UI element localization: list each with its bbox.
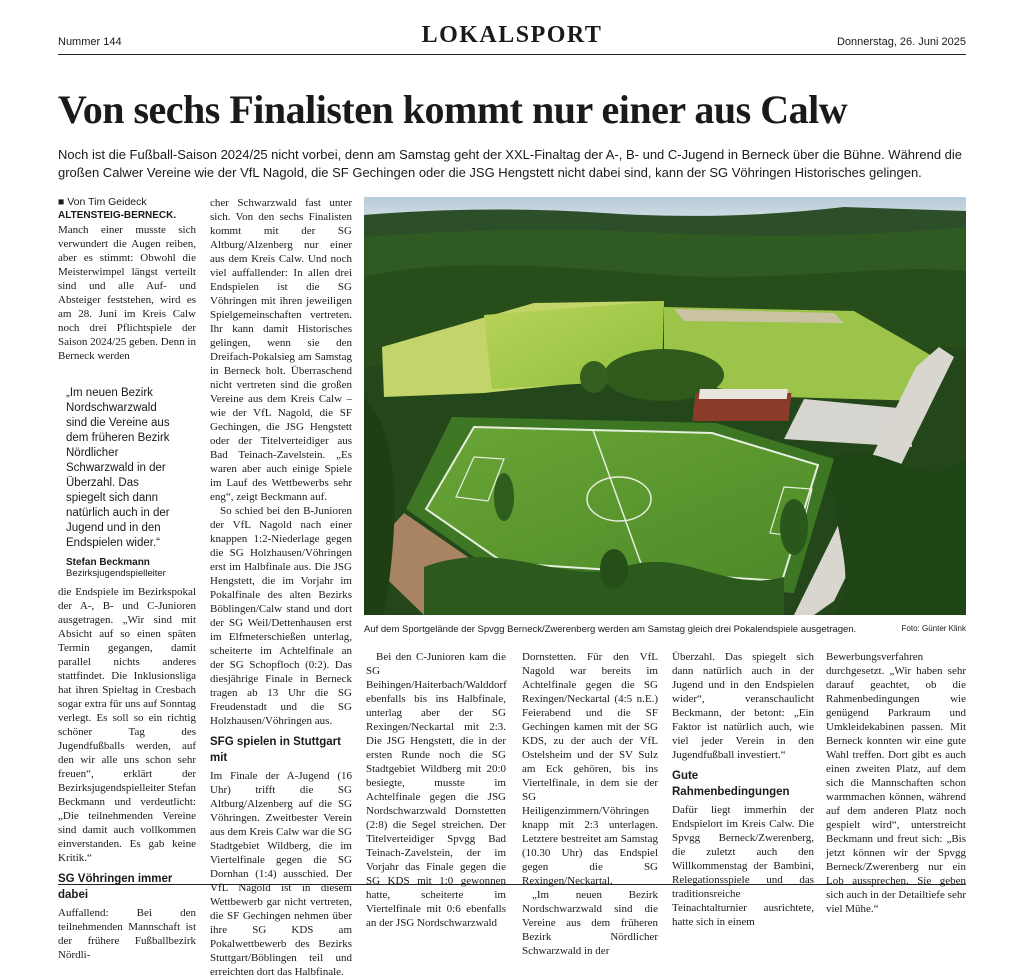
column-4-paragraph-2: „Im neuen Bezirk Nordschwarzwald sind die Vereine aus dem früheren Bezirk Nördlicher Schwarzwald in der bbox=[522, 889, 658, 957]
subheading-stuttgart: SFG spielen in Stuttgart mit bbox=[210, 736, 341, 764]
issue-date: Donnerstag, 26. Juni 2025 bbox=[836, 36, 966, 48]
column-2-paragraph-3: Im Finale der A-Jugend (16 Uhr) trifft die SG Altburg/Alzenberg auf die SG Vöhringen. Zweitbester Verein aus dem Kreis Calw war die SG Stadtgebiet Wildberg, die im Viertelfinale gegen die SG Dornhan (1:4) ausschied. Der VfL Nagold ist in diesem Wettbewerb gar nicht vertreten, die SF Gechingen nehmen über ihre SG KDS am Pokalwettbewerb des Bezirks Stuttgart/Böblingen teil und erreichten dort das Halbfinale. bbox=[210, 770, 352, 978]
column-1-text: Manch einer musste sich verwundert die Augen reiben, aber es stimmt: Obwohl die Meisterwimpel längst verteilt sind und alle Auf- und Absteiger feststehen, wird es am 28. Juni im Kreis Calw noch drei Pflichtspiele der Saison 2024/25 geben. Denn in Berneck werden bbox=[58, 224, 196, 362]
column-1-bottom bbox=[58, 585, 196, 961]
pull-quote-role: Bezirksjugendspielleiter bbox=[66, 568, 166, 579]
column-5-paragraph-1: Überzahl. Das spiegelt sich dann natürlich auch in der Jugend und in den Endspielen wider“, veranschaulicht Beckmann, der betont: „Ein Faktor ist natürlich auch, wie viel jeder Verein in den Jugendfußball investiert.“ bbox=[672, 651, 814, 761]
column-6 bbox=[826, 650, 966, 915]
issue-number: Nummer 144 bbox=[58, 36, 122, 48]
pull-quote bbox=[66, 386, 178, 579]
column-2-paragraph-2: So schied bei den B-Junioren der VfL Nagold nach einer knappen 1:2-Niederlage gegen die SG Holzhausen/Vöhringen erst im Halbfinale aus. Die JSG Hengstett, die im Vorjahr im Pokalfinale des alten Bezirks Böblingen/Calw stand und dort der SG Weil/Dettenhausen erst im Elfmeterschießen unterlag, scheiterte im Achtelfinale an der SG Schopfloch (0:2). Das diesjährige Finale in Berneck tragen ab 13 Uhr die SG Freudenstadt und die SG Holzhausen/Vöhringen aus. bbox=[210, 505, 352, 727]
column-3-paragraph: Bei den C-Junioren kam die SG Beihingen/Haiterbach/Walddorf ebenfalls bis ins Halbfinale, unterlag aber der SG Rexingen/Neckartal mit 2:3. Die JSG Hengstett, die in der ersten Runde noch die SG Stadtgebiet Wildberg mit 20:0 besiegte, musste im Achtelfinale gegen die JSG Nordschwarzwald Dornstetten (2:8) die Segel streichen. Der Titelverteidiger Spvgg Bad Teinach-Zavelstein, der im Vorjahr das Finale gegen die SG KDS mit 1:0 gewonnen hatte, scheiterte im Viertelfinale mit 0:6 ebenfalls an der JSG Nordschwarzwald bbox=[366, 651, 507, 929]
column-1-top bbox=[58, 196, 196, 380]
subheading-vöhringen: SG Vöhringen immer dabei bbox=[58, 873, 173, 901]
column-4 bbox=[522, 650, 658, 957]
column-4-paragraph-1: Dornstetten. Für den VfL Nagold war bereits im Achtelfinale gegen die SG Rexingen/Neckartal (4:5 n.E.) Feierabend und die SF Gechingen kamen mit der SG KDS, zu der auch der VfL Ostelsheim und der SV Sulz am Eck gehören, bis ins Viertelfinale, in dem sie der SG Heiligenzimmern/Vöhringen knapp mit 2:3 unterlagen. Letztere bestreitet am Samstag (10.30 Uhr) das Endspiel gegen die SG Rexingen/Neckartal. bbox=[522, 651, 658, 887]
column-1-paragraph: die Endspiele im Bezirkspokal der A-, B- und C-Junioren ausgetragen. „Wir sind mit Absicht auf so einen späten Termin gegangen, damit parallel nichts anderes stattfindet. Die Inklusionsliga hat ihren Spieltag in Cresbach sogar extra für uns auf Sonntag verlegt. Es soll so ein richtig schöner Tag des Jugendfußballs werden, auf den wir alle uns schon sehr freuen“, erklärt der Bezirksjugendspielleiter Stefan Beckmann und verdeutlicht: „Die teilnehmenden Vereine sind damit auch vollkommen einverstanden. Es gab keine Kritik.“ bbox=[58, 586, 196, 864]
column-5-paragraph-2: Dafür liegt immerhin der Endspielort im Kreis Calw. Die Spvgg Berneck/Zwerenberg, die zuletzt auch den Willkommenstag der Bambini, Relegationsspiele und das traditionsreiche Teinachtalturnier ausrichtete, hatte sich in einem bbox=[672, 804, 814, 928]
pull-quote-author: Stefan Beckmann bbox=[66, 557, 150, 568]
column-1-end: Auffallend: Bei den teilnehmenden Mannschaft ist der frühere Fußballbezirk Nördli- bbox=[58, 907, 196, 961]
column-2 bbox=[210, 196, 352, 978]
byline: ■ Von Tim Geideck bbox=[58, 196, 147, 208]
column-5 bbox=[672, 650, 814, 928]
caption-text: Auf dem Sportgelände der Spvgg Berneck/Zwerenberg werden am Samstag gleich drei Pokalendspiele ausgetragen. bbox=[364, 624, 857, 635]
subheading-rahmenbedingungen: Gute Rahmenbedingungen bbox=[672, 770, 790, 798]
headline: Von sechs Finalisten kommt nur einer aus Calw bbox=[58, 87, 848, 132]
photo-illustration bbox=[364, 197, 966, 615]
dateline: ALTENSTEIG-BERNECK. bbox=[58, 210, 177, 221]
page-header bbox=[58, 22, 966, 55]
pull-quote-text: „Im neuen Bezirk Nordschwarzwald sind die Vereine aus dem früheren Bezirk Nördlicher Schwarzwald in der Überzahl. Das spiegelt sich dann natürlich auch in der Jugend und in den Endspielen wider.“ bbox=[66, 387, 170, 549]
photo-credit: Foto: Günter Klink bbox=[901, 624, 966, 633]
stadium-aerial-photo bbox=[364, 197, 966, 615]
column-3 bbox=[366, 650, 507, 929]
bottom-rule bbox=[58, 884, 966, 885]
column-2-paragraph-1: cher Schwarzwald fast unter sich. Von den sechs Finalisten kommt mit der SG Altburg/Alzenberg nur einer aus dem Kreis Calw. Und noch viel auffallender: In allen drei Endspielen ist die SG Vöhringen mit ihren jeweiligen Spielgemeinschaften vertreten. Ihr kann damit Historisches gelingen, wenn sie den Dreifach-Pokalsieg am Samstag in Berneck holt. Überraschend nicht vertreten sind die großen Vereine aus dem Kreis Calw – wie der VfL Nagold, die SF Gechingen, die JSG Hengstett oder der Titelverteidiger aus Bad Teinach-Zavelstein. „Es waren aber auch einige Spiele im Lauf des Wettbewerbs sehr eng“, zeigt Beckmann auf. bbox=[210, 197, 352, 503]
lead-paragraph: Noch ist die Fußball-Saison 2024/25 nicht vorbei, denn am Samstag geht der XXL-Finaltag der A-, B- und C-Jugend in Berneck über die Bühne. Während die großen Calwer Vereine wie der VfL Nagold, die SF Gechingen oder die JSG Hengstett nicht dabei sind, kann der SG Vöhringen Historisches gelingen. bbox=[58, 147, 963, 180]
photo-caption bbox=[364, 624, 966, 635]
section-title: LOKALSPORT bbox=[421, 22, 603, 48]
column-6-paragraph: Bewerbungsverfahren durchgesetzt. „Wir haben sehr darauf geachtet, ob die Rahmenbedingungen wie genügend Parkraum und Umkleidekabinen passen. Mit Berneck konnten wir eine gute Wahl treffen. Dort gibt es auch einen zweiten Platz, auf dem sich die Mannschaften schon warmmachen können, während auf dem anderen Platz noch gespielt wird“, unterstreicht Beckmann und freut sich: „Bis jetzt können wir der Spvgg Berneck/Zwerenberg nur ein Lob aussprechen. Sie geben sich auch in der Detailtiefe sehr viel Mühe.“ bbox=[826, 651, 966, 915]
